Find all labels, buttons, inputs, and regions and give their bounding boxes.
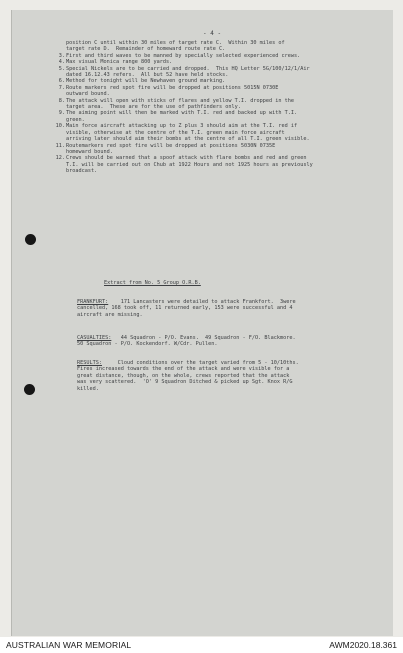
- text-line: Fires increased towards the end of the attack and were visible for a: [77, 366, 290, 373]
- item-number: 9.: [58, 110, 65, 117]
- results-paragraph: [77, 360, 377, 392]
- text-line: aircraft are missing.: [77, 311, 143, 318]
- list-item: [55, 85, 385, 98]
- text-line: cancelled, 168 took off, 11 returned early, 153 were successful and 4: [77, 305, 293, 312]
- frankfurt-text: 171 Lancasters were detailed to attack Frankfort. 3were: [120, 299, 296, 305]
- casualties-paragraph: [77, 335, 377, 348]
- list-item: [55, 66, 385, 79]
- page-number: - 4 -: [203, 30, 222, 37]
- item-number: 11.: [55, 142, 65, 149]
- text-line: killed.: [77, 385, 99, 392]
- list-item: [55, 143, 385, 156]
- list-item: [55, 110, 385, 123]
- frankfurt-heading: FRANKFURT:: [77, 299, 109, 305]
- frankfurt-paragraph: [77, 299, 377, 318]
- item-text-line: T.I. will be carried out on Chub at 1922 Hours and not 1925 hours as previously: [66, 161, 313, 168]
- punch-hole-top: [25, 234, 36, 245]
- archive-name: AUSTRALIAN WAR MEMORIAL: [6, 640, 132, 650]
- item-number: 3.: [58, 52, 65, 59]
- item-number: 10.: [55, 123, 65, 130]
- item-text-line: Route markers red spot fire will be dropped at positions 5015N 0730E: [66, 84, 279, 91]
- item-number: 5.: [58, 65, 65, 72]
- item-text-line: green.: [66, 116, 85, 123]
- casualties-text: 44 Squadron - P/O. Evans. 49 Squadron - F/O. Blackmore.: [120, 335, 296, 341]
- list-item: [55, 155, 385, 174]
- item-text-line: The aiming point will then be marked with T.I. red and backed up with T.I.: [66, 110, 298, 117]
- item-number: 4.: [58, 59, 65, 66]
- extract-title: Extract from No. 5 Group O.R.B.: [104, 280, 201, 286]
- item-number: 8.: [58, 97, 65, 104]
- item-text-line: visible, otherwise at the centre of the T.I. green main force aircraft: [66, 129, 285, 136]
- text-line: 50 Squadron - P/O. Kockendorf. W/Cdr. Pullen.: [77, 341, 218, 348]
- item-text-line: arriving later should aim their bombs at the centre of all T.I. green visible.: [66, 136, 310, 143]
- text-line: target rate D. Remainder of homeward route rate C.: [66, 46, 226, 53]
- results-text: Cloud conditions over the target varied from 5 - 10/10ths.: [117, 360, 299, 366]
- item-text-line: Routemarkers red spot fire will be dropped at positions 5030N 0735E: [66, 142, 276, 149]
- list-item: [55, 98, 385, 111]
- item-text-line: broadcast.: [66, 168, 98, 175]
- item-text-line: Special Nickels are to be carried and dropped. This HQ Letter 5G/100/12/1/Air: [66, 65, 310, 72]
- punch-hole-bottom: [24, 384, 35, 395]
- item-number: 12.: [55, 155, 65, 162]
- item-text-line: Crews should be warned that a spoof attack with flare bombs and red and green: [66, 155, 307, 162]
- item-number: 6.: [58, 78, 65, 85]
- casualties-heading: CASUALTIES:: [77, 335, 112, 341]
- item-list: [55, 53, 385, 175]
- item-number: 7.: [58, 84, 65, 91]
- item-text-line: Method for tonight will be Newhaven ground marking.: [66, 78, 226, 85]
- archive-reference: AWM2020.18.361: [329, 640, 397, 650]
- item-text-line: The attack will open with sticks of flares and yellow T.I. dropped in the: [66, 97, 294, 104]
- item-text-line: Main force aircraft attacking up to Z plus 3 should aim at the T.I. red if: [66, 123, 298, 130]
- item-text-line: target area. These are for the use of pathfinders only.: [66, 104, 241, 111]
- archive-footer: [0, 637, 403, 653]
- results-heading: RESULTS:: [77, 360, 102, 366]
- numbered-items: [55, 40, 385, 175]
- item-text-line: dated 16.12.43 refers. All but 52 have held stocks.: [66, 72, 229, 79]
- item-continuation: [55, 40, 385, 53]
- item-text-line: homeward bound.: [66, 148, 113, 155]
- item-text-line: Max visual Monica range 800 yards.: [66, 59, 173, 66]
- text-line: position C until within 30 miles of target rate C. Within 30 miles of: [66, 40, 285, 46]
- list-item: [55, 123, 385, 142]
- text-line: great distance, though, on the whole, crews reported that the attack: [77, 372, 290, 379]
- item-text-line: First and third waves to be manned by specially selected experienced crews.: [66, 52, 301, 59]
- text-line: was very scattered. 'O' 9 Squadron Ditched & picked up Sgt. Knox R/G: [77, 379, 293, 386]
- item-text-line: outward bound.: [66, 91, 110, 98]
